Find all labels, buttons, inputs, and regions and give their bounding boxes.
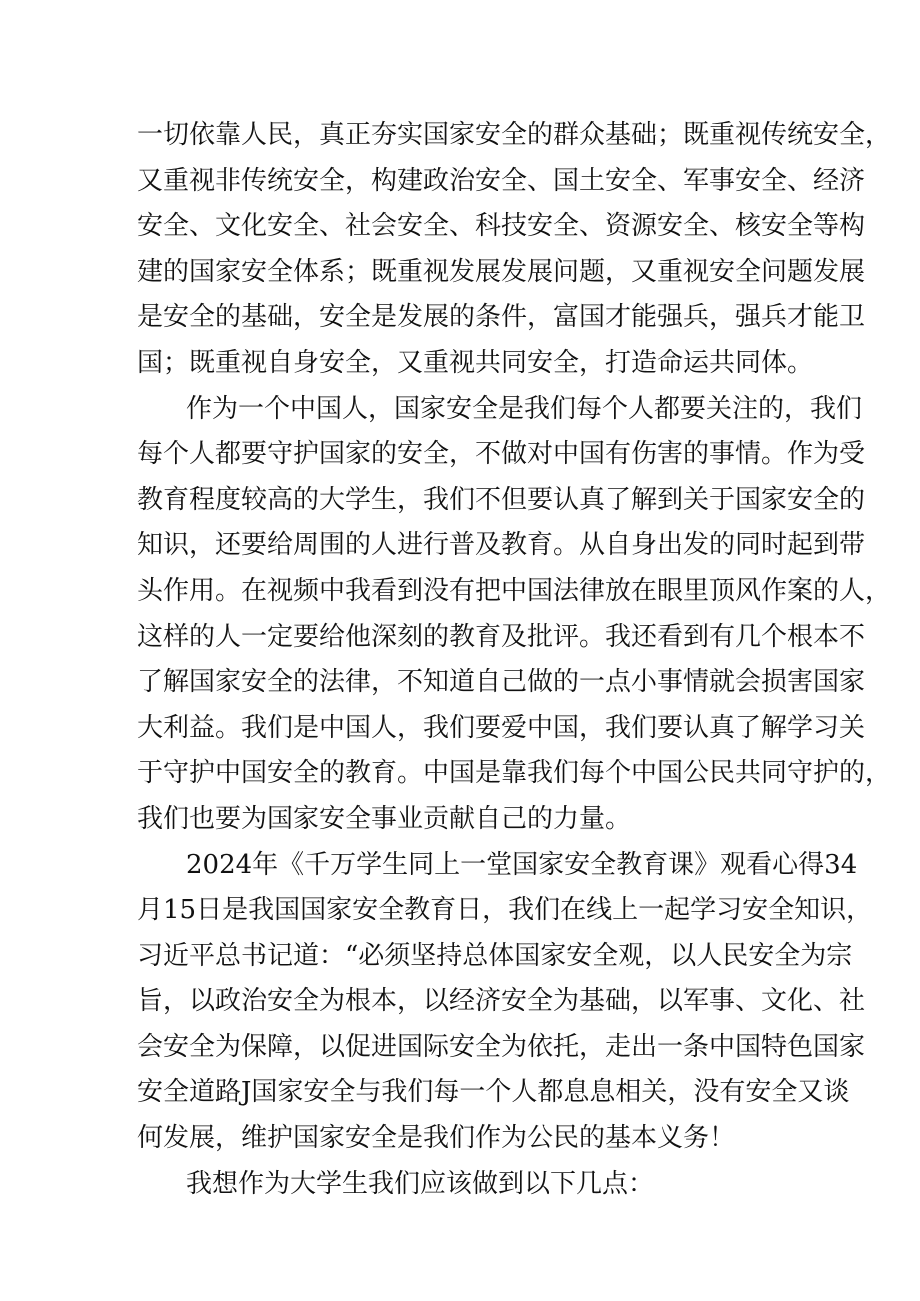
paragraph-2 xyxy=(137,387,892,843)
text-line: 头作用。在视频中我看到没有把中国法律放在眼里顶风作案的人， xyxy=(137,575,892,606)
text-line: 了解国家安全的法律，不知道自己做的一点小事情就会损害国家 xyxy=(137,667,866,698)
text-line: 旨，以政治安全为根本，以经济安全为基础，以军事、文化、社 xyxy=(137,986,866,1017)
paragraph-1 xyxy=(137,113,892,387)
text-line: 作为一个中国人，国家安全是我们每个人都要关注的，我们 xyxy=(186,393,863,424)
text-line: 习近平总书记道：“必须坚持总体国家安全观，以人民安全为宗 xyxy=(137,940,853,971)
text-line: 一切依靠人民，真正夯实国家安全的群众基础；既重视传统安全， xyxy=(137,120,892,150)
text-line: 又重视非传统安全，构建政治安全、国土安全、军事安全、经济 xyxy=(137,165,866,196)
paragraph-4 xyxy=(137,1162,797,1208)
text-line: 每个人都要守护国家的安全，不做对中国有伤害的事情。作为受 xyxy=(137,439,866,470)
paragraph-3 xyxy=(137,843,873,1162)
text-line: 何发展，维护国家安全是我们作为公民的基本义务！ xyxy=(137,1123,736,1154)
text-line: 月15日是我国国家安全教育日，我们在线上一起学习安全知识， xyxy=(137,895,873,926)
text-line: 这样的人一定要给他深刻的教育及批评。我还看到有几个根本不 xyxy=(137,621,866,652)
text-line: 我们也要为国家安全事业贡献自己的力量。 xyxy=(137,803,632,834)
text-line: 大利益。我们是中国人，我们要爱中国，我们要认真了解学习关 xyxy=(137,712,866,743)
text-line: 我想作为大学生我们应该做到以下几点： xyxy=(186,1168,655,1199)
text-line: 2024年《千万学生同上一堂国家安全教育课》观看心得34 xyxy=(186,849,858,880)
text-line: 教育程度较高的大学生，我们不但要认真了解到关于国家安全的 xyxy=(137,484,866,515)
text-line: 于守护中国安全的教育。中国是靠我们每个中国公民共同守护的， xyxy=(137,758,892,789)
text-line: 安全道路J国家安全与我们每一个人都息息相关，没有安全又谈 xyxy=(137,1077,850,1108)
text-line: 是安全的基础，安全是发展的条件，富国才能强兵，强兵才能卫 xyxy=(137,302,866,333)
text-line: 建的国家安全体系；既重视发展发展问题，又重视安全问题发展 xyxy=(137,256,866,287)
text-line: 知识，还要给周围的人进行普及教育。从自身出发的同时起到带 xyxy=(137,530,866,561)
text-line: 国；既重视自身安全，又重视共同安全，打造命运共同体。 xyxy=(137,347,814,378)
document-body xyxy=(137,113,892,1207)
text-line: 会安全为保障，以促进国际安全为依托，走出一条中国特色国家 xyxy=(137,1031,866,1062)
text-line: 安全、文化安全、社会安全、科技安全、资源安全、核安全等构 xyxy=(137,211,866,242)
